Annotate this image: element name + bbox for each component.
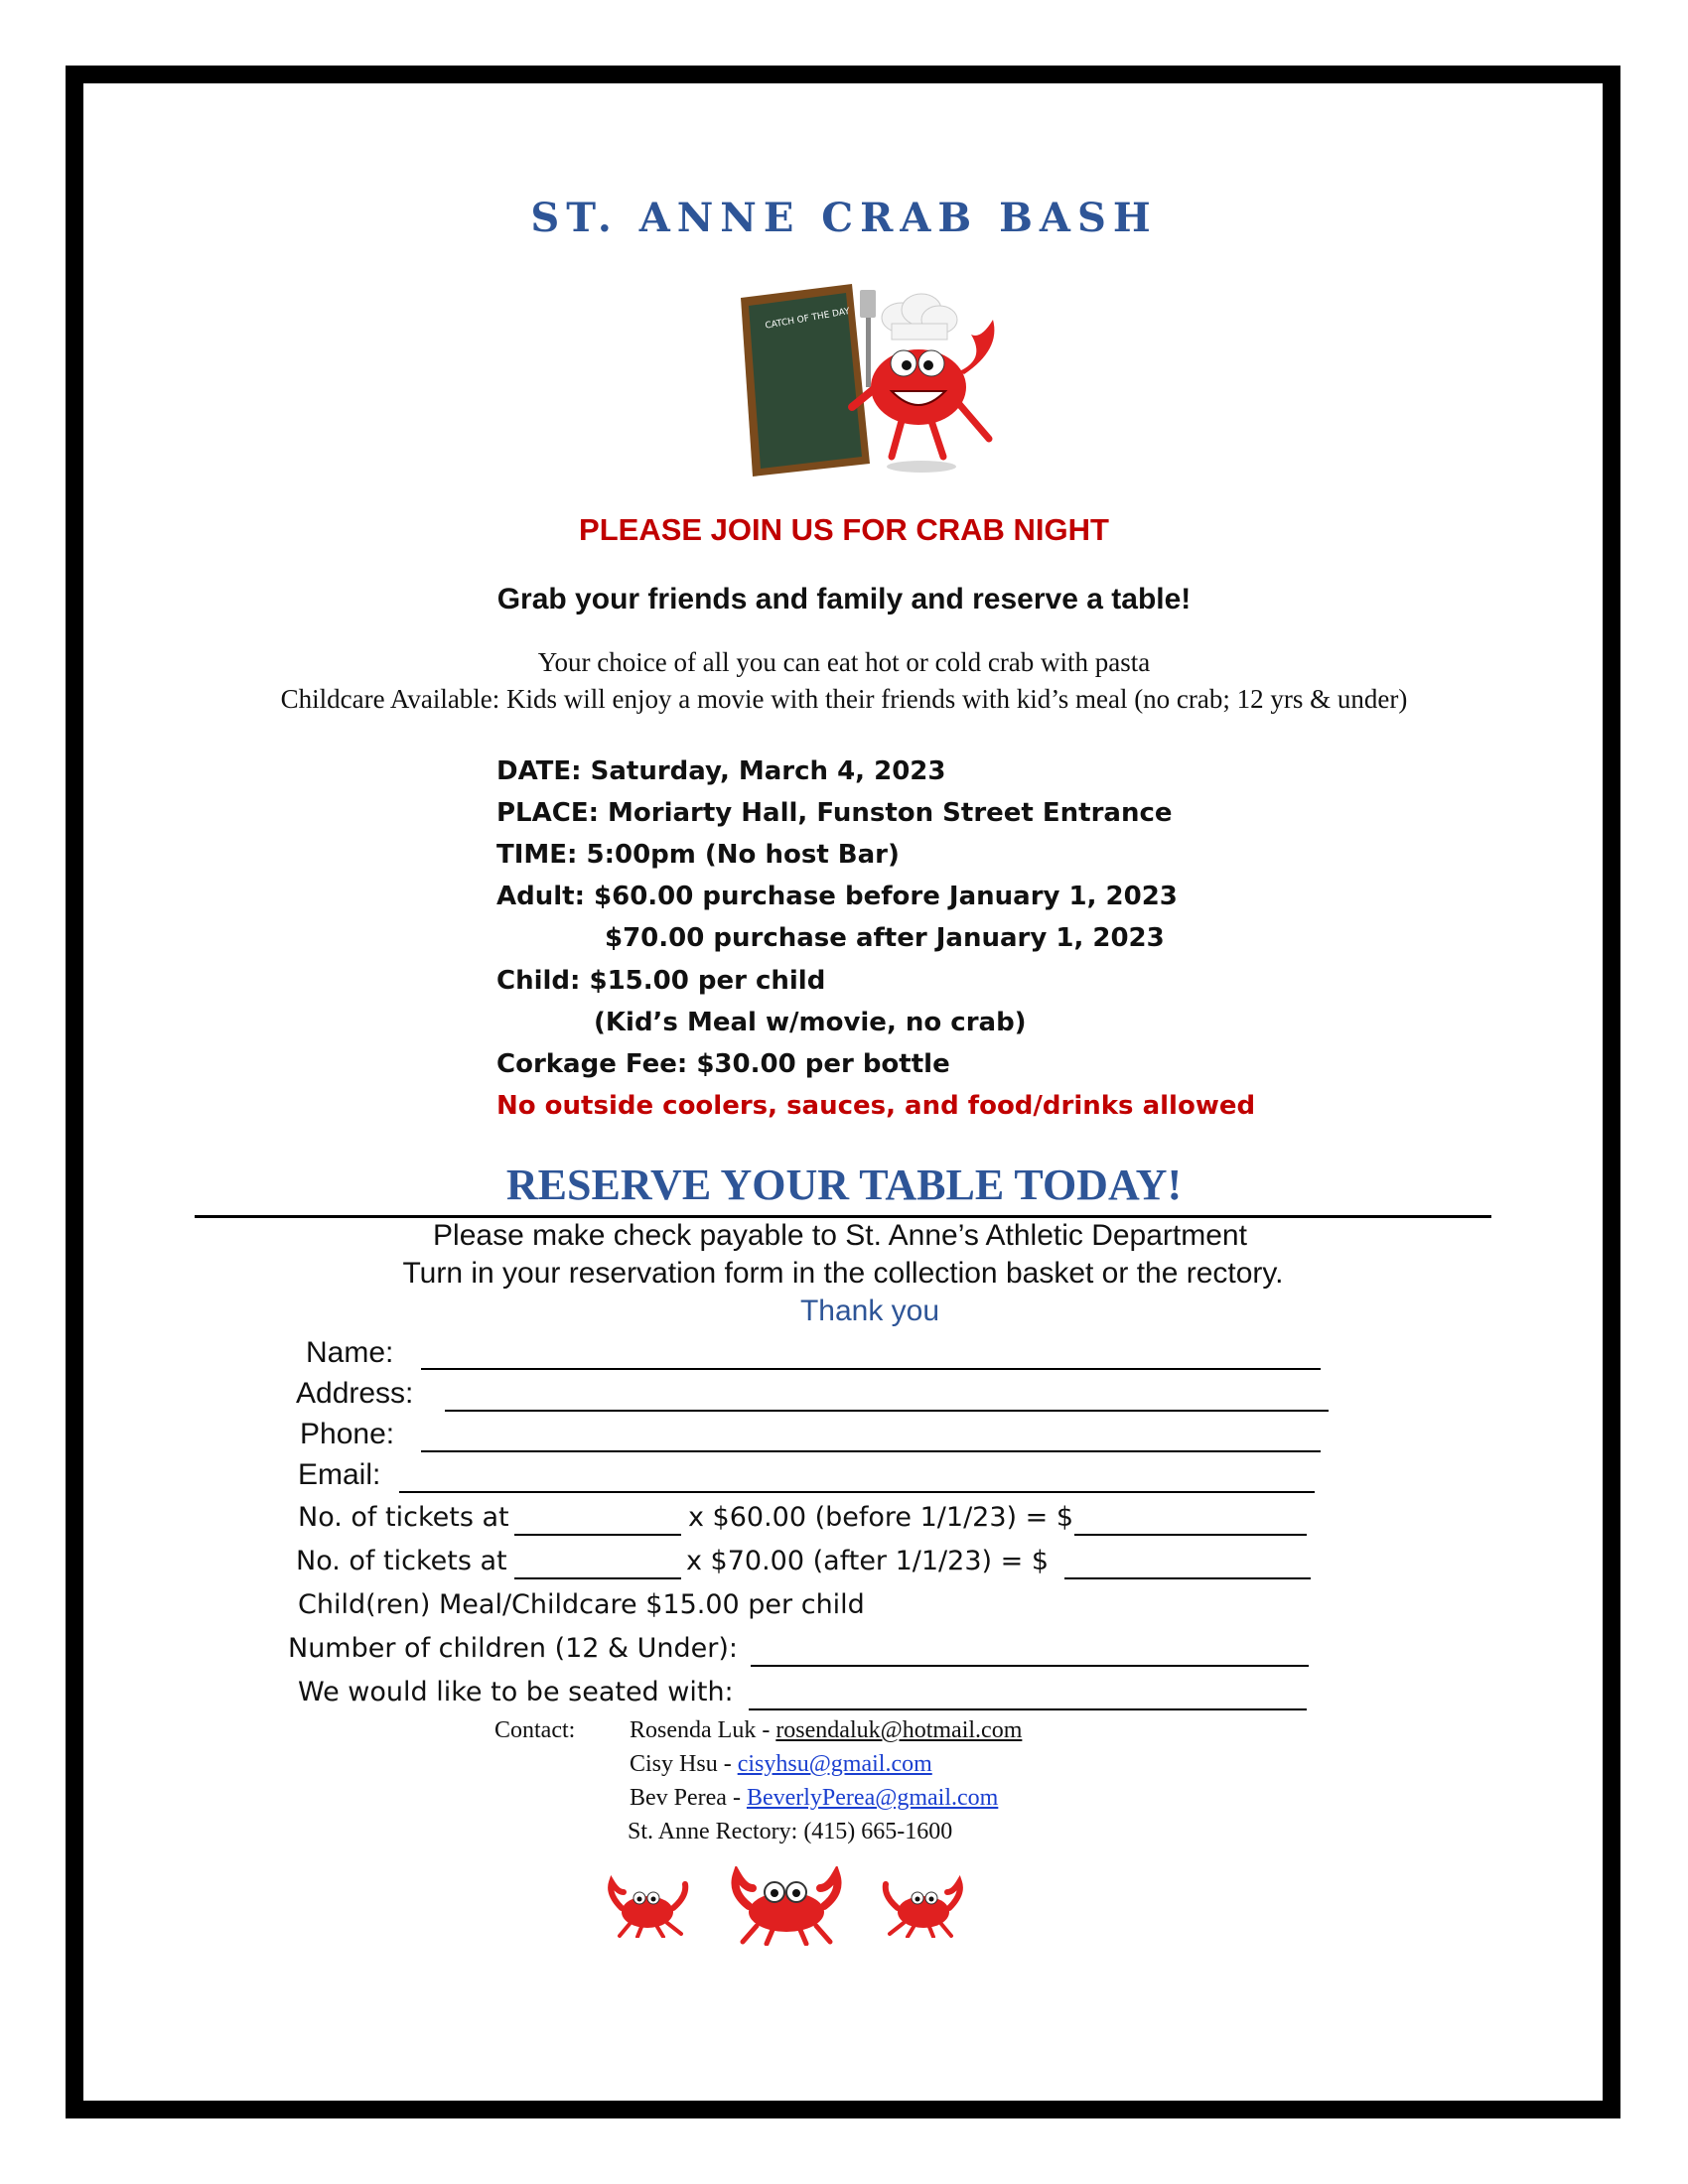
board-text: CATCH OF THE DAY (764, 306, 851, 332)
payment-instruction: Please make check payable to St. Anne’s Athletic Department (433, 1219, 1247, 1252)
event-time: TIME: 5:00pm (No host Bar) (496, 840, 900, 870)
tagline: Grab your friends and family and reserve a table! (496, 583, 1192, 615)
cisy-email-link[interactable]: cisyhsu@gmail.com (737, 1751, 932, 1777)
child-price-note: (Kid’s Meal w/movie, no crab) (594, 1008, 1027, 1037)
contact-name: Bev Perea - (630, 1785, 747, 1811)
name-field[interactable] (421, 1368, 1321, 1370)
adult-price-late: $70.00 purchase after January 1, 2023 (605, 923, 1165, 953)
bev-email-link[interactable]: BeverlyPerea@gmail.com (746, 1785, 999, 1811)
chef-crab-illustration (733, 280, 1021, 478)
contact-name: Rosenda Luk - (630, 1717, 776, 1743)
divider (195, 1215, 1491, 1218)
crab-icon (725, 1866, 848, 1946)
restriction-note: No outside coolers, sauces, and food/drinks allowed (496, 1091, 1256, 1121)
tickets-70-label: No. of tickets at (296, 1546, 507, 1576)
event-title: ST. ANNE CRAB BASH (530, 195, 1158, 241)
event-date: DATE: Saturday, March 4, 2023 (496, 756, 946, 786)
tickets-70-field[interactable] (514, 1577, 681, 1579)
turn-in-instruction: Turn in your reservation form in the collection basket or the rectory. (402, 1257, 1284, 1290)
crab-icon (874, 1874, 969, 1938)
tickets-70-price: x $70.00 (after 1/1/23) = $ (686, 1546, 1050, 1576)
adult-price-early: Adult: $60.00 purchase before January 1, 2023 (496, 882, 1178, 911)
children-count-label: Number of children (12 & Under): (288, 1633, 739, 1664)
contact-cisy (630, 1751, 932, 1778)
children-count-field[interactable] (751, 1665, 1309, 1667)
event-place: PLACE: Moriarty Hall, Funston Street Entrance (496, 798, 1173, 828)
contact-label: Contact: (494, 1717, 576, 1743)
tickets-60-field[interactable] (514, 1534, 681, 1536)
address-field[interactable] (445, 1410, 1329, 1412)
contact-bev (630, 1785, 998, 1812)
tickets-60-total-field[interactable] (1074, 1534, 1307, 1536)
thank-you: Thank you (799, 1295, 940, 1327)
description-line: Your choice of all you can eat hot or cold crab with pasta (537, 647, 1151, 677)
email-label: Email: (298, 1458, 381, 1491)
contact-name: Cisy Hsu - (630, 1751, 738, 1777)
tickets-60-label: No. of tickets at (298, 1502, 509, 1533)
corkage-fee: Corkage Fee: $30.00 per bottle (496, 1049, 950, 1079)
contact-rosenda (630, 1717, 1022, 1744)
child-price: Child: $15.00 per child (496, 966, 826, 996)
seated-with-field[interactable] (749, 1708, 1307, 1710)
tickets-60-price: x $60.00 (before 1/1/23) = $ (688, 1502, 1074, 1533)
rosenda-email-link[interactable]: rosendaluk@hotmail.com (775, 1717, 1023, 1743)
phone-field[interactable] (421, 1450, 1321, 1452)
crab-icon (602, 1874, 697, 1938)
chef-hat (882, 294, 957, 340)
tickets-70-total-field[interactable] (1064, 1577, 1311, 1579)
childcare-line: Childcare Available: Kids will enjoy a movie with their friends with kid’s meal (no crab; 12 yrs & under) (280, 684, 1408, 714)
seated-with-label: We would like to be seated with: (298, 1677, 734, 1707)
address-label: Address: (296, 1377, 414, 1410)
invite-heading: PLEASE JOIN US FOR CRAB NIGHT (579, 512, 1109, 547)
name-label: Name: (306, 1336, 394, 1369)
reserve-heading: RESERVE YOUR TABLE TODAY! (505, 1160, 1183, 1209)
rectory-phone: St. Anne Rectory: (415) 665-1600 (628, 1819, 953, 1844)
email-field[interactable] (399, 1491, 1315, 1493)
child-meal-label: Child(ren) Meal/Childcare $15.00 per child (298, 1589, 865, 1620)
spatula (860, 290, 876, 387)
crab-body (852, 320, 994, 473)
chalkboard (741, 284, 870, 477)
phone-label: Phone: (300, 1418, 395, 1450)
